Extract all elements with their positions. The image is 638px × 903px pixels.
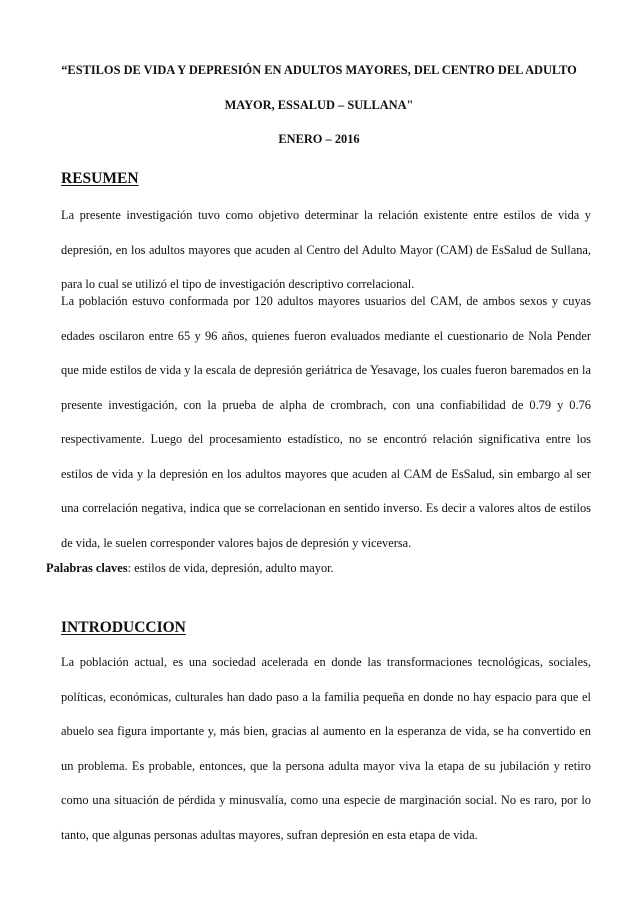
resumen-heading: RESUMEN: [61, 170, 139, 187]
intro-paragraph-1: [61, 645, 591, 852]
title-line-1: “ESTILOS DE VIDA Y DEPRESIÓN EN ADULTOS MAYORES, DEL CENTRO DEL ADULTO: [61, 63, 577, 77]
intro-heading: INTRODUCCION: [61, 619, 186, 636]
resumen-paragraph-2-text: La población estuvo conformada por 120 adultos mayores usuarios del CAM, de ambos sexos y cuyas edades oscilaron entre 65 y 96 años, quienes fueron evaluados mediante el cuestionario de Nola Pender que mide estilos de vida y la escala de depresión geriátrica de Yesavage, los cuales fueron baremados en la presente investigación, con la prueba de alpha de crombrach, con una confiabilidad de 0.79 y 0.76 respectivamente. Luego del procesamiento estadístico, no se encontró relación significativa entre los estilos de vida y la depresión en los adultos mayores que acuden al CAM de EsSalud, sin embargo al ser una correlación negativa, indica que se correlacionan en sentido inverso. Es decir a valores altos de estilos de vida, le suelen corresponder valores bajos de depresión y viceversa.: [61, 294, 591, 550]
title-line-2: MAYOR, ESSALUD – SULLANA": [224, 98, 414, 112]
keywords-text: : estilos de vida, depresión, adulto mayor.: [127, 561, 334, 575]
keywords-line: [46, 561, 334, 576]
date-line: ENERO – 2016: [278, 132, 360, 146]
intro-paragraph-1-text: La población actual, es una sociedad acelerada en donde las transformaciones tecnológicas, sociales, políticas, económicas, culturales han dado paso a la familia pequeña en donde no hay espacio para que el abuelo sea figura importante y, más bien, gracias al aumento en la esperanza de vida, se ha convertido en un problema. Es probable, entonces, que la persona adulta mayor viva la etapa de su jubilación y retiro como una situación de pérdida y minusvalía, como una especie de marginación social. No es raro, por lo tanto, que algunas personas adultas mayores, sufran depresión en esta etapa de vida.: [61, 655, 591, 842]
keywords-label: Palabras claves: [46, 561, 128, 575]
resumen-paragraph-1-text: La presente investigación tuvo como objetivo determinar la relación existente entre estilos de vida y depresión, en los adultos mayores que acuden al Centro del Adulto Mayor (CAM) de EsSalud de Sullana, para lo cual se utilizó el tipo de investigación descriptivo correlacional.: [61, 208, 591, 291]
resumen-paragraph-2: [61, 284, 591, 560]
